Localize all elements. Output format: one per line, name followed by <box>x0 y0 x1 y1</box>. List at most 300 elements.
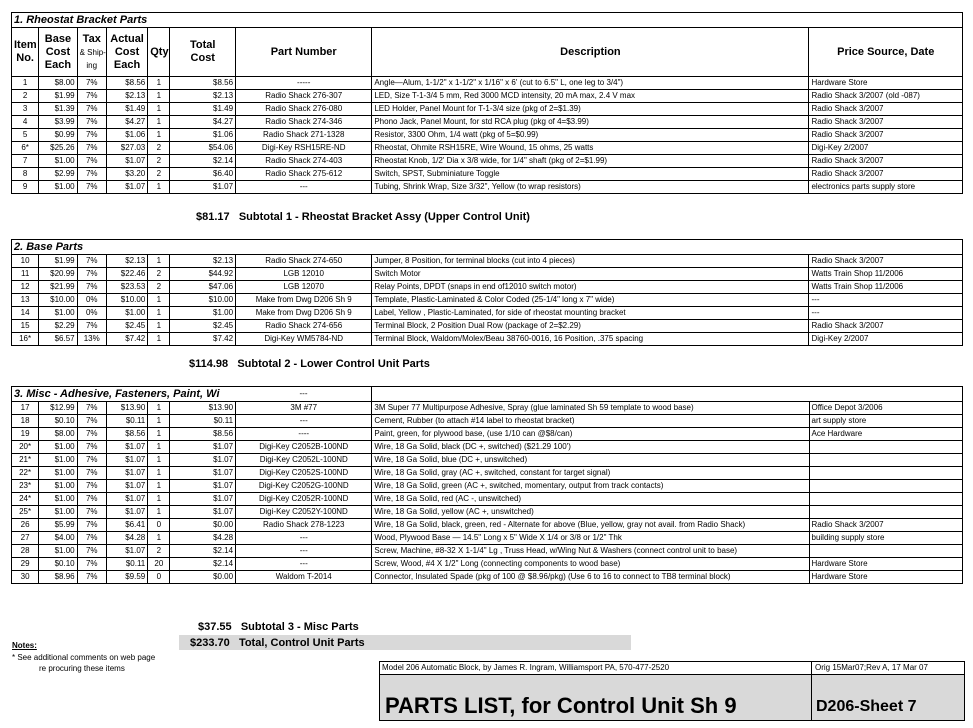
part-number-cell: Radio Shack 276-307 <box>236 90 372 103</box>
grand-total-amount: $233.70 <box>190 637 230 649</box>
price-source-cell: Ace Hardware <box>809 428 963 441</box>
actual-cost-cell: $3.20 <box>106 168 147 181</box>
title-block <box>379 661 965 721</box>
tax-cell: 7% <box>77 116 106 129</box>
qty-cell: 1 <box>148 90 170 103</box>
actual-cost-cell: $22.46 <box>106 268 147 281</box>
total-cost-cell: $1.49 <box>170 103 236 116</box>
description-cell: Relay Points, DPDT (snaps in end of12010 switch motor) <box>372 281 809 294</box>
price-source-cell: --- <box>809 294 963 307</box>
tax-cell: 7% <box>77 281 106 294</box>
qty-cell: 1 <box>148 441 170 454</box>
price-source-cell: Hardware Store <box>809 558 963 571</box>
description-cell: Cement, Rubber (to attach #14 label to rheostat bracket) <box>372 415 809 428</box>
total-cost-cell: $7.42 <box>170 333 236 346</box>
part-number-cell: --- <box>236 532 372 545</box>
table-row <box>12 103 963 116</box>
actual-cost-cell: $2.13 <box>106 90 147 103</box>
part-number-cell: 3M #77 <box>236 402 372 415</box>
qty-cell: 1 <box>148 307 170 320</box>
description-cell: Tubing, Shrink Wrap, Size 3/32", Yellow (to wrap resistors) <box>372 181 809 194</box>
description-cell: LED, Size T-1-3/4 5 mm, Red 3000 MCD intensity, 20 mA max, 2.4 V max <box>372 90 809 103</box>
actual-cost-cell: $10.00 <box>106 294 147 307</box>
total-cost-cell: $1.07 <box>170 441 236 454</box>
base-cost-cell: $1.39 <box>39 103 77 116</box>
section2-table <box>11 239 963 346</box>
total-cost-cell: $1.07 <box>170 480 236 493</box>
qty-cell: 1 <box>148 532 170 545</box>
table-row <box>12 506 963 519</box>
total-cost-cell: $4.27 <box>170 116 236 129</box>
actual-cost-cell: $1.07 <box>106 155 147 168</box>
part-number-cell: Digi-Key C2052Y-100ND <box>236 506 372 519</box>
actual-cost-cell: $1.07 <box>106 480 147 493</box>
part-number-cell: Radio Shack 274-656 <box>236 320 372 333</box>
base-cost-cell: $12.99 <box>39 402 77 415</box>
tax-cell: 7% <box>77 454 106 467</box>
header-base-cost: Base Cost Each <box>39 28 77 77</box>
actual-cost-cell: $7.42 <box>106 333 147 346</box>
table-row <box>12 480 963 493</box>
price-source-cell: --- <box>809 307 963 320</box>
total-cost-cell: $13.90 <box>170 402 236 415</box>
price-source-cell: Office Depot 3/2006 <box>809 402 963 415</box>
total-cost-cell: $47.06 <box>170 281 236 294</box>
section3-title-part: --- <box>236 387 372 402</box>
table-row <box>12 155 963 168</box>
header-price-source: Price Source, Date <box>809 28 963 77</box>
table-row <box>12 545 963 558</box>
item-no-cell: 9 <box>12 181 39 194</box>
actual-cost-cell: $1.07 <box>106 506 147 519</box>
price-source-cell: building supply store <box>809 532 963 545</box>
actual-cost-cell: $1.07 <box>106 454 147 467</box>
tax-cell: 7% <box>77 415 106 428</box>
description-cell: Wire, 18 Ga Solid, red (AC -, unswitched) <box>372 493 809 506</box>
actual-cost-cell: $1.07 <box>106 181 147 194</box>
section3-title: 3. Misc - Adhesive, Fasteners, Paint, Wi <box>12 387 236 402</box>
base-cost-cell: $1.00 <box>39 493 77 506</box>
tax-cell: 7% <box>77 441 106 454</box>
item-no-cell: 14 <box>12 307 39 320</box>
price-source-cell: electronics parts supply store <box>809 181 963 194</box>
table-row <box>12 532 963 545</box>
tax-cell: 7% <box>77 168 106 181</box>
item-no-cell: 1 <box>12 77 39 90</box>
part-number-cell: Radio Shack 274-403 <box>236 155 372 168</box>
item-no-cell: 16* <box>12 333 39 346</box>
tax-cell: 7% <box>77 90 106 103</box>
total-cost-cell: $2.14 <box>170 155 236 168</box>
tax-cell: 7% <box>77 155 106 168</box>
notes-heading: Notes: <box>12 641 37 650</box>
actual-cost-cell: $23.53 <box>106 281 147 294</box>
part-number-cell: ----- <box>236 77 372 90</box>
base-cost-cell: $6.57 <box>39 333 77 346</box>
qty-cell: 2 <box>148 168 170 181</box>
price-source-cell: Radio Shack 3/2007 <box>809 155 963 168</box>
qty-cell: 1 <box>148 480 170 493</box>
item-no-cell: 5 <box>12 129 39 142</box>
actual-cost-cell: $1.06 <box>106 129 147 142</box>
table-row <box>12 320 963 333</box>
item-no-cell: 23* <box>12 480 39 493</box>
actual-cost-cell: $1.00 <box>106 307 147 320</box>
subtotal1-label: Subtotal 1 - Rheostat Bracket Assy (Upper Control Unit) <box>238 211 530 223</box>
base-cost-cell: $25.26 <box>39 142 77 155</box>
price-source-cell <box>809 506 963 519</box>
total-cost-cell: $0.00 <box>170 571 236 584</box>
total-cost-cell: $10.00 <box>170 294 236 307</box>
title-block-title: PARTS LIST, for Control Unit Sh 9 <box>385 693 737 718</box>
description-cell: Wire, 18 Ga Solid, black, green, red - Alternate for above (Blue, yellow, gray not avail. from Radio Shack) <box>372 519 809 532</box>
qty-cell: 1 <box>148 454 170 467</box>
description-cell: Screw, Wood, #4 X 1/2" Long (connecting components to wood base) <box>372 558 809 571</box>
subtotal1-amount: $81.17 <box>196 211 230 223</box>
description-cell: Switch Motor <box>372 268 809 281</box>
section2-title: 2. Base Parts <box>12 240 963 255</box>
base-cost-cell: $20.99 <box>39 268 77 281</box>
part-number-cell: LGB 12010 <box>236 268 372 281</box>
part-number-cell: LGB 12070 <box>236 281 372 294</box>
subtotal2-label: Subtotal 2 - Lower Control Unit Parts <box>237 358 430 370</box>
part-number-cell: Digi-Key C2052R-100ND <box>236 493 372 506</box>
part-number-cell: Radio Shack 276-080 <box>236 103 372 116</box>
base-cost-cell: $1.00 <box>39 454 77 467</box>
qty-cell: 2 <box>148 142 170 155</box>
section1-title: 1. Rheostat Bracket Parts <box>12 13 963 28</box>
item-no-cell: 21* <box>12 454 39 467</box>
actual-cost-cell: $4.27 <box>106 116 147 129</box>
qty-cell: 1 <box>148 77 170 90</box>
base-cost-cell: $1.00 <box>39 181 77 194</box>
description-cell: Wire, 18 Ga Solid, black (DC +, switched) ($21.29 100') <box>372 441 809 454</box>
table-row <box>12 90 963 103</box>
total-cost-cell: $1.07 <box>170 454 236 467</box>
qty-cell: 1 <box>148 402 170 415</box>
description-cell: Wire, 18 Ga Solid, green (AC +, switched, momentary, output from track contacts) <box>372 480 809 493</box>
header-total-cost: Total Cost <box>170 28 236 77</box>
price-source-cell <box>809 493 963 506</box>
subtotal3-label: Subtotal 3 - Misc Parts <box>240 621 359 633</box>
item-no-cell: 13 <box>12 294 39 307</box>
qty-cell: 1 <box>148 467 170 480</box>
item-no-cell: 27 <box>12 532 39 545</box>
price-source-cell: Watts Train Shop 11/2006 <box>809 268 963 281</box>
table-row <box>12 281 963 294</box>
description-cell: Paint, green, for plywood base, (use 1/10 can @$8/can) <box>372 428 809 441</box>
tax-cell: 7% <box>77 493 106 506</box>
tax-cell: 7% <box>77 320 106 333</box>
subtotal2-amount: $114.98 <box>189 358 229 370</box>
qty-cell: 1 <box>148 493 170 506</box>
base-cost-cell: $0.10 <box>39 558 77 571</box>
price-source-cell: Radio Shack 3/2007 <box>809 255 963 268</box>
item-no-cell: 11 <box>12 268 39 281</box>
header-actual-cost: Actual Cost Each <box>106 28 147 77</box>
table-row <box>12 116 963 129</box>
base-cost-cell: $2.99 <box>39 168 77 181</box>
table-row <box>12 129 963 142</box>
tax-cell: 7% <box>77 506 106 519</box>
base-cost-cell: $1.99 <box>39 255 77 268</box>
base-cost-cell: $2.29 <box>39 320 77 333</box>
item-no-cell: 30 <box>12 571 39 584</box>
actual-cost-cell: $8.56 <box>106 428 147 441</box>
item-no-cell: 20* <box>12 441 39 454</box>
actual-cost-cell: $0.11 <box>106 415 147 428</box>
table-row <box>12 428 963 441</box>
tax-cell: 7% <box>77 103 106 116</box>
price-source-cell <box>809 467 963 480</box>
item-no-cell: 15 <box>12 320 39 333</box>
description-cell: LED Holder, Panel Mount for T-1-3/4 size (pkg of 2=$1.39) <box>372 103 809 116</box>
header-description: Description <box>372 28 809 77</box>
tax-cell: 13% <box>77 333 106 346</box>
tax-cell: 7% <box>77 571 106 584</box>
grand-total <box>190 637 365 649</box>
table-row <box>12 454 963 467</box>
price-source-cell: Radio Shack 3/2007 <box>809 103 963 116</box>
price-source-cell <box>809 480 963 493</box>
title-block-model: Model 206 Automatic Block, by James R. Ingram, Williamsport PA, 570-477-2520 <box>382 663 670 672</box>
table-row <box>12 558 963 571</box>
base-cost-cell: $4.00 <box>39 532 77 545</box>
qty-cell: 2 <box>148 268 170 281</box>
actual-cost-cell: $1.07 <box>106 441 147 454</box>
tax-cell: 7% <box>77 532 106 545</box>
tax-cell: 7% <box>77 77 106 90</box>
notes-line1: * See additional comments on web page <box>12 653 156 662</box>
total-cost-cell: $8.56 <box>170 77 236 90</box>
actual-cost-cell: $1.07 <box>106 467 147 480</box>
tax-cell: 7% <box>77 129 106 142</box>
part-number-cell: --- <box>236 558 372 571</box>
tax-cell: 7% <box>77 402 106 415</box>
header-part-number: Part Number <box>236 28 372 77</box>
table-row <box>12 467 963 480</box>
base-cost-cell: $5.99 <box>39 519 77 532</box>
table-row <box>12 307 963 320</box>
price-source-cell: Radio Shack 3/2007 (old -087) <box>809 90 963 103</box>
tax-cell: 7% <box>77 142 106 155</box>
item-no-cell: 26 <box>12 519 39 532</box>
description-cell: Rheostat, Ohmite RSH15RE, Wire Wound, 15 ohms, 25 watts <box>372 142 809 155</box>
price-source-cell <box>809 454 963 467</box>
subtotal3 <box>198 621 359 633</box>
price-source-cell: Digi-Key 2/2007 <box>809 333 963 346</box>
description-cell: Rheostat Knob, 1/2' Dia x 3/8 wide, for 1/4" shaft (pkg of 2=$1.99) <box>372 155 809 168</box>
qty-cell: 1 <box>148 116 170 129</box>
base-cost-cell: $8.96 <box>39 571 77 584</box>
total-cost-cell: $1.06 <box>170 129 236 142</box>
table-row <box>12 415 963 428</box>
part-number-cell: Digi-Key C2052B-100ND <box>236 441 372 454</box>
qty-cell: 1 <box>148 333 170 346</box>
tax-cell: 7% <box>77 558 106 571</box>
description-cell: Phono Jack, Panel Mount, for std RCA plug (pkg of 4=$3.99) <box>372 116 809 129</box>
table-row <box>12 571 963 584</box>
table-row <box>12 181 963 194</box>
base-cost-cell: $0.99 <box>39 129 77 142</box>
notes-line2: re procuring these items <box>39 664 125 673</box>
qty-cell: 0 <box>148 571 170 584</box>
subtotal3-amount: $37.55 <box>198 621 232 633</box>
price-source-cell: Hardware Store <box>809 77 963 90</box>
qty-cell: 1 <box>148 294 170 307</box>
price-source-cell: Radio Shack 3/2007 <box>809 168 963 181</box>
subtotal1 <box>196 211 530 223</box>
tax-cell: 7% <box>77 519 106 532</box>
table-row <box>12 168 963 181</box>
actual-cost-cell: $2.13 <box>106 255 147 268</box>
total-cost-cell: $1.07 <box>170 181 236 194</box>
total-cost-cell: $44.92 <box>170 268 236 281</box>
total-cost-cell: $0.00 <box>170 519 236 532</box>
total-cost-cell: $4.28 <box>170 532 236 545</box>
part-number-cell: Radio Shack 274-650 <box>236 255 372 268</box>
price-source-cell <box>809 545 963 558</box>
base-cost-cell: $3.99 <box>39 116 77 129</box>
part-number-cell: Radio Shack 274-346 <box>236 116 372 129</box>
item-no-cell: 28 <box>12 545 39 558</box>
base-cost-cell: $0.10 <box>39 415 77 428</box>
table-row <box>12 255 963 268</box>
actual-cost-cell: $1.07 <box>106 545 147 558</box>
item-no-cell: 8 <box>12 168 39 181</box>
description-cell: Terminal Block, 2 Position Dual Row (package of 2=$2.29) <box>372 320 809 333</box>
price-source-cell: art supply store <box>809 415 963 428</box>
part-number-cell: Make from Dwg D206 Sh 9 <box>236 307 372 320</box>
actual-cost-cell: $1.07 <box>106 493 147 506</box>
actual-cost-cell: $2.45 <box>106 320 147 333</box>
part-number-cell: ---- <box>236 428 372 441</box>
price-source-cell <box>809 441 963 454</box>
total-cost-cell: $0.11 <box>170 415 236 428</box>
qty-cell: 2 <box>148 281 170 294</box>
item-no-cell: 3 <box>12 103 39 116</box>
qty-cell: 2 <box>148 155 170 168</box>
tax-cell: 7% <box>77 467 106 480</box>
qty-cell: 1 <box>148 129 170 142</box>
total-cost-cell: $2.14 <box>170 545 236 558</box>
base-cost-cell: $1.00 <box>39 467 77 480</box>
description-cell: Connector, Insulated Spade (pkg of 100 @ $8.96/pkg) (Use 6 to 16 to connect to TB8 terminal block) <box>372 571 809 584</box>
tax-cell: 7% <box>77 255 106 268</box>
item-no-cell: 29 <box>12 558 39 571</box>
qty-cell: 20 <box>148 558 170 571</box>
title-block-sheet: D206-Sheet 7 <box>816 698 917 715</box>
price-source-cell: Digi-Key 2/2007 <box>809 142 963 155</box>
description-cell: Label, Yellow , Plastic-Laminated, for side of rheostat mounting bracket <box>372 307 809 320</box>
description-cell: Screw, Machine, #8-32 X 1-1/4" Lg , Truss Head, w/Wing Nut & Washers (connect control unit to base) <box>372 545 809 558</box>
item-no-cell: 6* <box>12 142 39 155</box>
table-row <box>12 268 963 281</box>
description-cell: Wire, 18 Ga Solid, yellow (AC +, unswitched) <box>372 506 809 519</box>
part-number-cell: Waldom T-2014 <box>236 571 372 584</box>
total-cost-cell: $2.14 <box>170 558 236 571</box>
price-source-cell: Watts Train Shop 11/2006 <box>809 281 963 294</box>
table-row <box>12 493 963 506</box>
table-row <box>12 77 963 90</box>
section3-table <box>11 386 963 584</box>
total-cost-cell: $54.06 <box>170 142 236 155</box>
tax-cell: 0% <box>77 307 106 320</box>
base-cost-cell: $1.99 <box>39 90 77 103</box>
actual-cost-cell: $1.49 <box>106 103 147 116</box>
header-item-no: Item No. <box>12 28 39 77</box>
qty-cell: 1 <box>148 181 170 194</box>
qty-cell: 0 <box>148 519 170 532</box>
description-cell: Template, Plastic-Laminated & Color Coded (25-1/4" long x 7" wide) <box>372 294 809 307</box>
description-cell: Switch, SPST, Subminiature Toggle <box>372 168 809 181</box>
item-no-cell: 19 <box>12 428 39 441</box>
price-source-cell: Radio Shack 3/2007 <box>809 116 963 129</box>
total-cost-cell: $6.40 <box>170 168 236 181</box>
description-cell: 3M Super 77 Multipurpose Adhesive, Spray (glue laminated Sh 59 template to wood base) <box>372 402 809 415</box>
table-row <box>12 333 963 346</box>
base-cost-cell: $8.00 <box>39 77 77 90</box>
qty-cell: 1 <box>148 506 170 519</box>
part-number-cell: --- <box>236 181 372 194</box>
actual-cost-cell: $6.41 <box>106 519 147 532</box>
total-cost-cell: $2.13 <box>170 255 236 268</box>
section1-table <box>11 12 963 194</box>
header-tax: Tax & Ship- ing <box>77 28 106 77</box>
total-cost-cell: $1.07 <box>170 506 236 519</box>
title-block-revision: Orig 15Mar07;Rev A, 17 Mar 07 <box>815 663 928 672</box>
base-cost-cell: $1.00 <box>39 480 77 493</box>
tax-cell: 7% <box>77 480 106 493</box>
description-cell: Wood, Plywood Base — 14.5" Long x 5" Wide X 1/4 or 3/8 or 1/2" Thk <box>372 532 809 545</box>
total-cost-cell: $8.56 <box>170 428 236 441</box>
table-row <box>12 519 963 532</box>
total-cost-cell: $2.45 <box>170 320 236 333</box>
qty-cell: 1 <box>148 415 170 428</box>
part-number-cell: Digi-Key RSH15RE-ND <box>236 142 372 155</box>
item-no-cell: 4 <box>12 116 39 129</box>
price-source-cell: Radio Shack 3/2007 <box>809 519 963 532</box>
price-source-cell: Hardware Store <box>809 571 963 584</box>
tax-cell: 7% <box>77 181 106 194</box>
part-number-cell: --- <box>236 545 372 558</box>
qty-cell: 1 <box>148 255 170 268</box>
part-number-cell: Digi-Key C2052G-100ND <box>236 480 372 493</box>
item-no-cell: 17 <box>12 402 39 415</box>
total-cost-cell: $1.07 <box>170 493 236 506</box>
qty-cell: 1 <box>148 428 170 441</box>
actual-cost-cell: $13.90 <box>106 402 147 415</box>
item-no-cell: 12 <box>12 281 39 294</box>
base-cost-cell: $21.99 <box>39 281 77 294</box>
part-number-cell: Digi-Key C2052S-100ND <box>236 467 372 480</box>
base-cost-cell: $1.00 <box>39 441 77 454</box>
part-number-cell: --- <box>236 415 372 428</box>
header-qty: Qty <box>148 28 170 77</box>
description-cell: Angle—Alum, 1-1/2" x 1-1/2" x 1/16" x 6' (cut to 6.5" L, one leg to 3/4") <box>372 77 809 90</box>
base-cost-cell: $1.00 <box>39 307 77 320</box>
tax-cell: 7% <box>77 428 106 441</box>
tax-cell: 0% <box>77 294 106 307</box>
price-source-cell: Radio Shack 3/2007 <box>809 129 963 142</box>
table-row <box>12 402 963 415</box>
item-no-cell: 24* <box>12 493 39 506</box>
description-cell: Wire, 18 Ga Solid, gray (AC +, switched, constant for target signal) <box>372 467 809 480</box>
base-cost-cell: $1.00 <box>39 545 77 558</box>
description-cell: Wire, 18 Ga Solid, blue (DC +, unswitched) <box>372 454 809 467</box>
table-row <box>12 441 963 454</box>
actual-cost-cell: $27.03 <box>106 142 147 155</box>
